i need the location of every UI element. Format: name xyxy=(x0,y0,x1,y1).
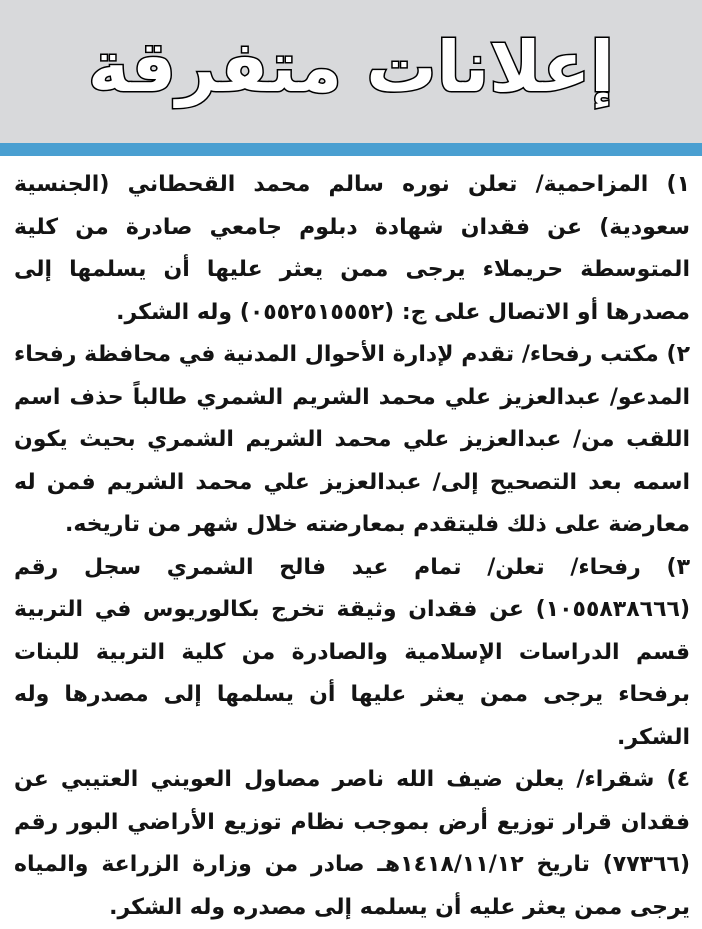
notice-item: ٣) رفحاء/ تعلن/ تمام عيد فالح الشمري سجل رقم (١٠٥٥٨٣٨٦٦٦) عن فقدان وثيقة تخرج بكالوريوس في التربية قسم الدراسات الإسلامية والصادرة من كلية التربية للبنات برفحاء يرجى ممن يعثر عليها أن يسلمها إلى مصدرها وله الشكر. xyxy=(14,554,690,750)
header-divider xyxy=(0,143,702,156)
notice-item: ٢) مكتب رفحاء/ تقدم لإدارة الأحوال المدنية في محافظة رفحاء المدعو/ عبدالعزيز علي محمد الشريم الشمري طالباً حذف اسم اللقب من/ عبدالعزيز علي محمد الشريم الشمري بحيث يكون اسمه بعد التصحيح إلى/ عبدالعزيز علي محمد الشريم فمن له معارضة على ذلك فليتقدم بمعارضته خلال شهر من تاريخه. xyxy=(14,342,690,537)
notice-item: ٤) شقراء/ يعلن ضيف الله ناصر مصاول العويني العتيبي عن فقدان قرار توزيع أرض بموجب نظام توزيع الأراضي البور رقم (٧٧٣٦٦) تاريخ ١٤١٨/١١/١٢هـ صادر من وزارة الزراعة والمياه يرجى ممن يعثر عليه أن يسلمه إلى مصدره وله الشكر. xyxy=(14,767,690,920)
section-header xyxy=(0,0,702,143)
notice-item: ١) المزاحمية/ تعلن نوره سالم محمد القحطاني (الجنسية سعودية) عن فقدان شهادة دبلوم جامعي صادرة من كلية المتوسطة حريملاء يرجى ممن يعثر عليها أن يسلمها إلى مصدرها أو الاتصال على ج: (٠٥٥٢٥١٥٥٥٢) وله الشكر. xyxy=(14,172,690,325)
notices-list xyxy=(14,164,690,929)
section-title: إعلانات متفرقة xyxy=(87,26,615,108)
